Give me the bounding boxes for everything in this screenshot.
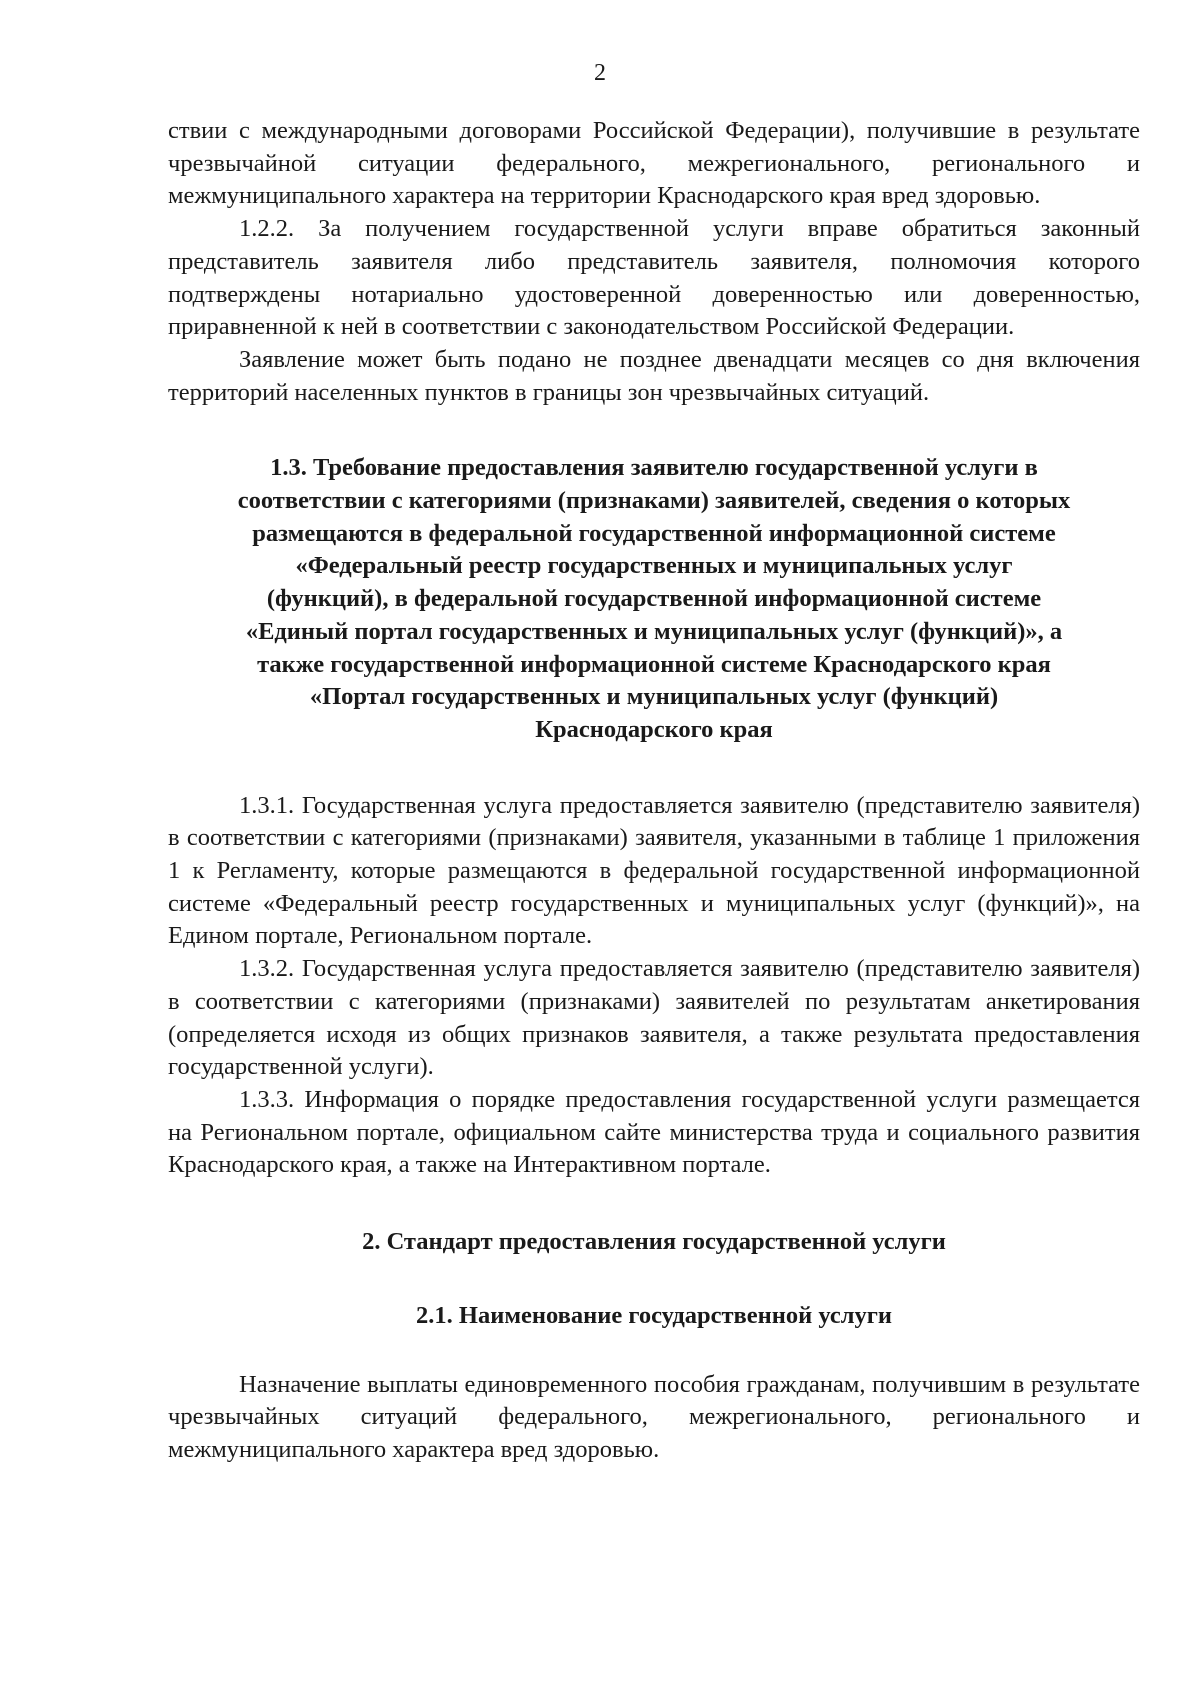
heading-section-1-3: 1.3. Требование предоставления заявителю государственной услуги в соответствии с категориями (признаками) заявителей, сведения о которых размещаются в федеральной государственной информационной системе «Федеральный реестр государственных и муниципальных услуг (функций), в федеральной государственной информационной системе «Единый портал государственных и муниципальных услуг (функций)», а также государственной информационной системе Краснодарского края «Портал государственных и муниципальных услуг (функций) Краснодарского края	[237, 454, 1071, 743]
paragraph-1-3-1: 1.3.1. Государственная услуга предоставляется заявителю (представителю заявителя) в соответствии с категориями (признаками) заявителя, указанными в таблице 1 приложения 1 к Регламенту, которые размещаются в федеральной государственной информационной системе «Федеральный реестр государственных и муниципальных услуг (функций)», на Едином портале, Региональном портале.	[168, 791, 1140, 950]
document-body	[168, 115, 1140, 1467]
paragraph-2-1-service-name: Назначение выплаты единовременного пособия гражданам, получившим в результате чрезвычайных ситуаций федерального, межрегионального, регионального и межмуниципального характера вред здоровью.	[168, 1370, 1140, 1463]
paragraph-continuation: ствии с международными договорами Российской Федерации), получившие в результате чрезвычайной ситуации федерального, межрегионального, регионального и межмуниципального характера на территории Краснодарского края вред здоровью.	[168, 117, 1140, 210]
heading-section-2: 2. Стандарт предоставления государственной услуги	[362, 1228, 946, 1256]
paragraph-1-2-2: 1.2.2. За получением государственной услуги вправе обратиться законный представитель заявителя либо представитель заявителя, полномочия которого подтверждены нотариально удостоверенной доверенностью или доверенностью, приравненной к ней в соответствии с законодательством Российской Федерации.	[168, 215, 1140, 341]
page-number: 2	[594, 60, 606, 86]
paragraph-application-deadline: Заявление может быть подано не позднее двенадцати месяцев со дня включения территорий населенных пунктов в границы зон чрезвычайных ситуаций.	[168, 345, 1140, 406]
paragraph-1-3-3: 1.3.3. Информация о порядке предоставления государственной услуги размещается на Региональном портале, официальном сайте министерства труда и социального развития Краснодарского края, а также на Интерактивном портале.	[168, 1085, 1140, 1179]
heading-section-2-1: 2.1. Наименование государственной услуги	[416, 1301, 892, 1329]
paragraph-1-3-2: 1.3.2. Государственная услуга предоставляется заявителю (представителю заявителя) в соответствии с категориями (признаками) заявителей по результатам анкетирования (определяется исходя из общих признаков заявителя, а также результата предоставления государственной услуги).	[168, 955, 1140, 1081]
